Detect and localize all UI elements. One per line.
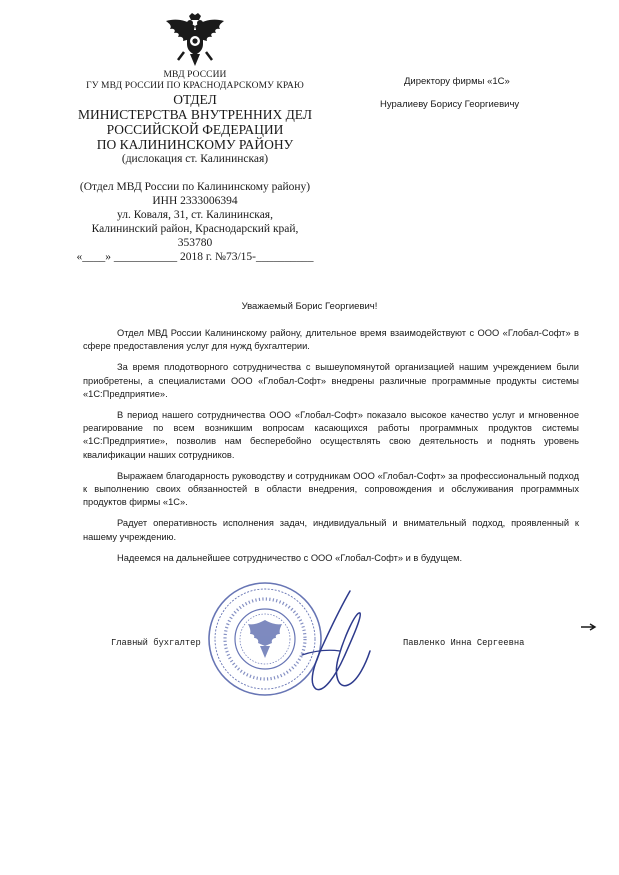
letterhead: [60, 12, 330, 264]
letter-body: [83, 327, 579, 573]
agency-name: МВД РОССИИ: [163, 70, 227, 80]
paragraph: В период нашего сотрудничества ООО «Глобал-Софт» показало высокое качество услуг и мгновенное реагирование по всем возникшим вопросам касающихся работы программных продуктов системы «1С:Предприятие», позволив нам бесперебойно осуществлять свою деятельность и поднять уровень квалификации наших сотрудников.: [83, 410, 579, 460]
addressee-position: Директору фирмы «1С»: [404, 76, 510, 87]
department-line-2: МИНИСТЕРСТВА ВНУТРЕННИХ ДЕЛ: [77, 107, 313, 122]
department-line-3: РОССИЙСКОЙ ФЕДЕРАЦИИ: [106, 122, 284, 137]
margin-mark-icon: [580, 622, 598, 632]
department-line-4: ПО КАЛИНИНСКОМУ РАЙОНУ: [96, 137, 294, 152]
paragraph: Выражаем благодарность руководству и сотрудникам ООО «Глобал-Софт» за профессиональный подход к выполнению своих обязанностей в области внедрения, сопровождения и обслуживания программных продуктов фирмы «1С».: [83, 470, 579, 508]
paragraph: Радует оперативность исполнения задач, индивидуальный и внимательный подход, проявленный к нашему учреждению.: [83, 518, 579, 542]
date-number-line: «____» ___________ 2018 г. №73/15-__________: [76, 251, 314, 263]
signatory-title: Главный бухгалтер: [111, 638, 201, 648]
short-name: (Отдел МВД России по Калининскому району): [79, 181, 311, 193]
paragraph: Отдел МВД России Калининскому району, длительное время взаимодействуют с ООО «Глобал-Софт» в сфере предоставления услуг для нужд бухгалтерии.: [83, 328, 579, 352]
handwritten-signature-icon: [292, 585, 387, 700]
addressee-name: Нуралиеву Борису Георгиевичу: [380, 99, 520, 110]
paragraph: За время плодотворного сотрудничества с вышеупомянутой организацией нашим учреждением были приобретены, а специалистами ООО «Глобал-Софт» внедрены различные программные продукты системы «1С:Предприятие».: [83, 362, 579, 399]
dislocation: (дислокация ст. Калининская): [121, 153, 269, 165]
paragraph: Надеемся на дальнейшее сотрудничество с ООО «Глобал-Софт» и в будущем.: [117, 552, 463, 563]
postcode: 353780: [177, 237, 213, 249]
department-line-1: ОТДЕЛ: [173, 92, 217, 107]
salutation: Уважаемый Борис Георгиевич!: [241, 301, 378, 312]
address-line-2: Калининский район, Краснодарский край,: [91, 223, 299, 235]
inn: ИНН 2333006394: [152, 195, 238, 207]
signatory-name: Павленко Инна Сергеевна: [403, 638, 525, 648]
regional-department: ГУ МВД РОССИИ ПО КРАСНОДАРСКОМУ КРАЮ: [86, 81, 304, 91]
mvd-emblem-icon: [164, 12, 226, 68]
address-line-1: ул. Коваля, 31, ст. Калининская,: [117, 209, 273, 221]
